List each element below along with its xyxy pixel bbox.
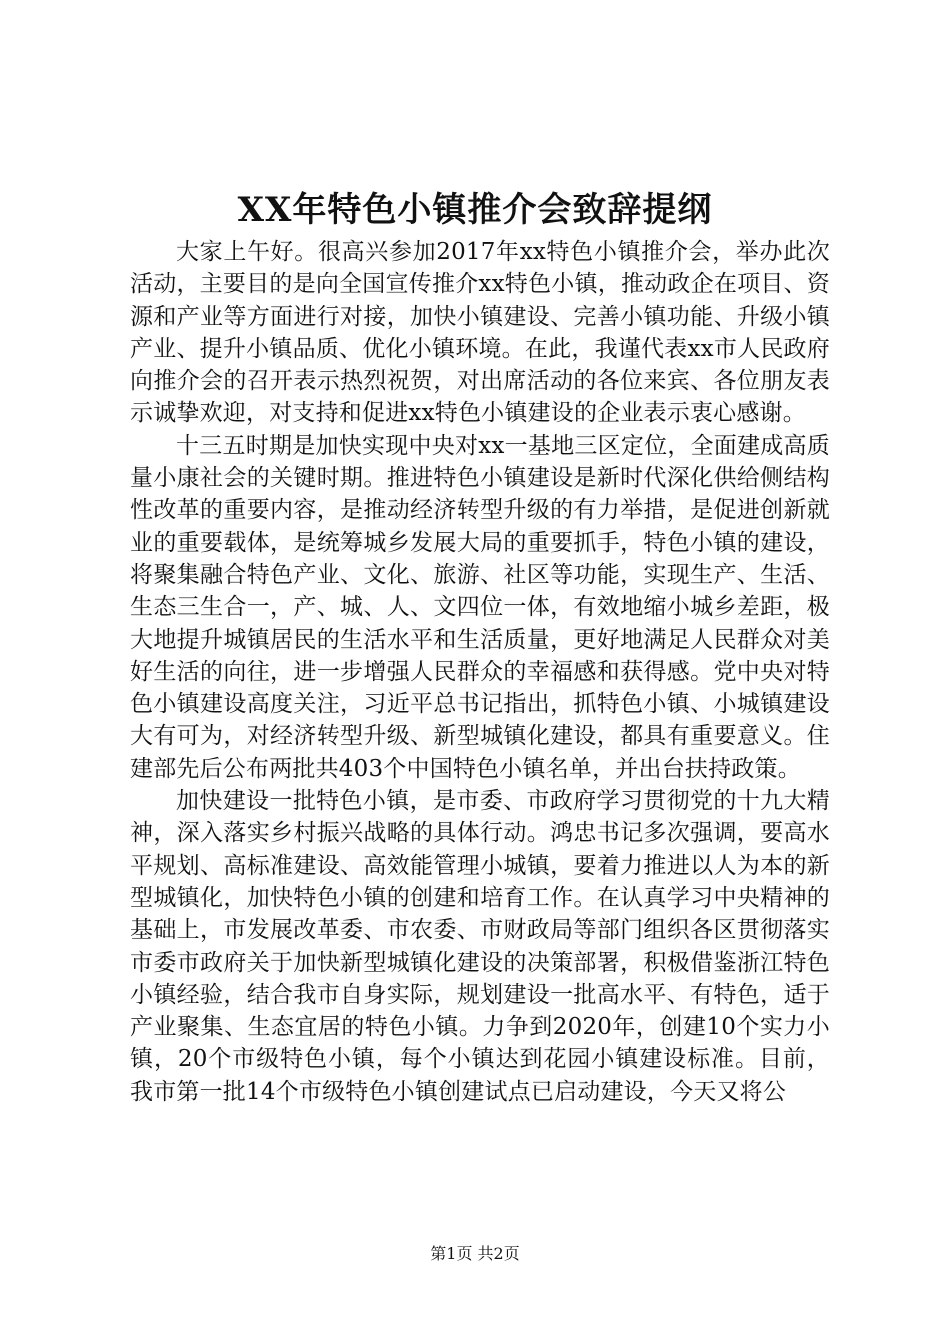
- paragraph-3: 加快建设一批特色小镇，是市委、市政府学习贯彻党的十九大精神，深入落实乡村振兴战略的具体行动。鸿忠书记多次强调，要高水平规划、高标准建设、高效能管理小城镇，要着力推进以人为本的新型城镇化，加快特色小镇的创建和培育工作。在认真学习中央精神的基础上，市发展改革委、市农委、市财政局等部门组织各区贯彻落实市委市政府关于加快新型城镇化建设的决策部署，积极借鉴浙江特色小镇经验，结合我市自身实际，规划建设一批高水平、有特色，适于产业聚集、生态宜居的特色小镇。力争到2020年，创建10个实力小镇，20个市级特色小镇，每个小镇达到花园小镇建设标准。目前，我市第一批14个市级特色小镇创建试点已启动建设，今天又将公: [130, 788, 830, 1105]
- document-body: [130, 236, 830, 1108]
- page-footer: 第1页 共2页: [430, 1244, 520, 1263]
- paragraph-2: 十三五时期是加快实现中央对xx一基地三区定位，全面建成高质量小康社会的关键时期。推进特色小镇建设是新时代深化供给侧结构性改革的重要内容，是推动经济转型升级的有力举措，是促进创新就业的重要载体，是统筹城乡发展大局的重要抓手，特色小镇的建设，将聚集融合特色产业、文化、旅游、社区等功能，实现生产、生活、生态三生合一，产、城、人、文四位一体，有效地缩小城乡差距，极大地提升城镇居民的生活水平和生活质量，更好地满足人民群众对美好生活的向往，进一步增强人民群众的幸福感和获得感。党中央对特色小镇建设高度关注，习近平总书记指出，抓特色小镇、小城镇建设大有可为，对经济转型升级、新型城镇化建设，都具有重要意义。住建部先后公布两批共403个中国特色小镇名单，并出台扶持政策。: [130, 432, 830, 782]
- document-title: XX年特色小镇推介会致辞提纲: [237, 190, 713, 230]
- paragraph-1: 大家上午好。很高兴参加2017年xx特色小镇推介会，举办此次活动，主要目的是向全国宣传推介xx特色小镇，推动政企在项目、资源和产业等方面进行对接，加快小镇建设、完善小镇功能、升级小镇产业、提升小镇品质、优化小镇环境。在此，我谨代表xx市人民政府向推介会的召开表示热烈祝贺，对出席活动的各位来宾、各位朋友表示诚挚欢迎，对支持和促进xx特色小镇建设的企业表示衷心感谢。: [130, 239, 830, 427]
